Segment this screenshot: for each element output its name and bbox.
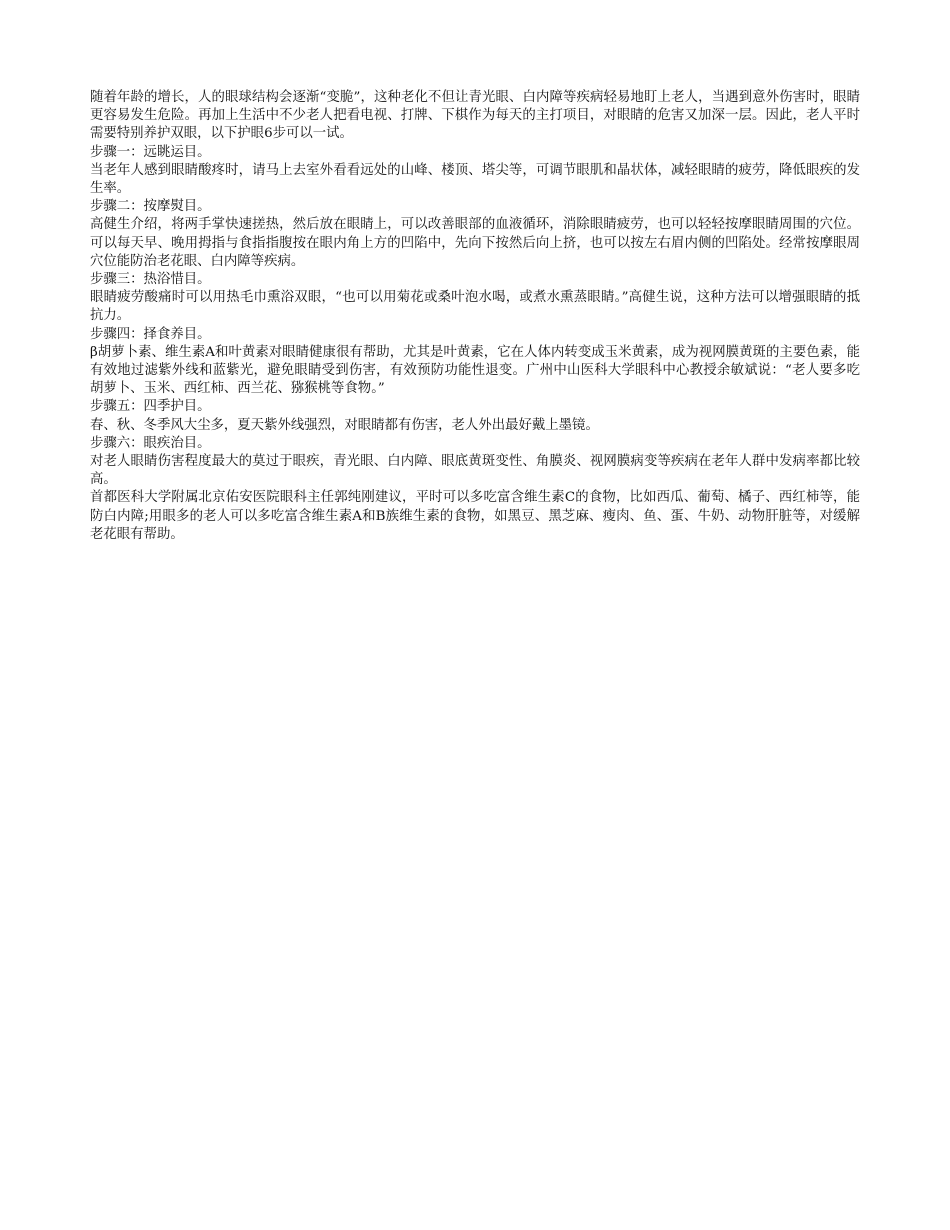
step-3-heading: 步骤三：热浴惜目。 xyxy=(90,272,211,288)
article-body xyxy=(90,89,860,544)
step-1-heading: 步骤一：远眺运目。 xyxy=(90,144,211,160)
intro-paragraph: 随着年龄的增长，人的眼球结构会逐渐“变脆”，这种老化不但让青光眼、白内障等疾病轻易地盯上老人，当遇到意外伤害时，眼睛更容易发生危险。再加上生活中不少老人把看电视、打牌、下棋作为每天的主打项目，对眼睛的危害又加深一层。因此，老人平时需要特别养护双眼，以下护眼6步可以一试。 xyxy=(90,90,860,142)
step-4-heading: 步骤四：择食养目。 xyxy=(90,326,211,342)
step-3-paragraph: 眼睛疲劳酸痛时可以用热毛巾熏浴双眼，“也可以用菊花或桑叶泡水喝，或煮水熏蒸眼睛。”高健生说，这种方法可以增强眼睛的抵抗力。 xyxy=(90,290,860,324)
step-6-paragraph: 对老人眼睛伤害程度最大的莫过于眼疾，青光眼、白内障、眼底黄斑变性、角膜炎、视网膜病变等疾病在老年人群中发病率都比较高。 xyxy=(90,454,860,488)
step-5-heading: 步骤五：四季护目。 xyxy=(90,399,211,415)
step-2-paragraph: 高健生介绍，将两手掌快速搓热，然后放在眼睛上，可以改善眼部的血液循环，消除眼睛疲劳，也可以轻轻按摩眼睛周围的穴位。可以每天早、晚用拇指与食指指腹按在眼内角上方的凹陷中，先向下按然后向上挤，也可以按左右眉内侧的凹陷处。经常按摩眼周穴位能防治老花眼、白内障等疾病。 xyxy=(90,217,860,269)
step-6-heading: 步骤六：眼疾治目。 xyxy=(90,435,211,451)
step-1-paragraph: 当老年人感到眼睛酸疼时，请马上去室外看看远处的山峰、楼顶、塔尖等，可调节眼肌和晶状体，减轻眼睛的疲劳，降低眼疾的发生率。 xyxy=(90,162,860,197)
step-5-paragraph: 春、秋、冬季风大尘多，夏天紫外线强烈，对眼睛都有伤害，老人外出最好戴上墨镜。 xyxy=(90,417,599,433)
step-2-heading: 步骤二：按摩熨目。 xyxy=(90,199,211,215)
closing-paragraph: 首都医科大学附属北京佑安医院眼科主任郭纯刚建议，平时可以多吃富含维生素C的食物，比如西瓜、葡萄、橘子、西红柿等，能防白内障;用眼多的老人可以多吃富含维生素A和B族维生素的食物，如黑豆、黑芝麻、瘦肉、鱼、蛋、牛奶、动物肝脏等，对缓解老花眼有帮助。 xyxy=(90,490,860,542)
step-4-paragraph: β胡萝卜素、维生素A和叶黄素对眼睛健康很有帮助，尤其是叶黄素，它在人体内转变成玉米黄素，成为视网膜黄斑的主要色素，能有效地过滤紫外线和蓝紫光，避免眼睛受到伤害，有效预防功能性退变。广州中山医科大学眼科中心教授余敏斌说：“老人要多吃胡萝卜、玉米、西红柿、西兰花、猕猴桃等食物。” xyxy=(90,344,860,397)
